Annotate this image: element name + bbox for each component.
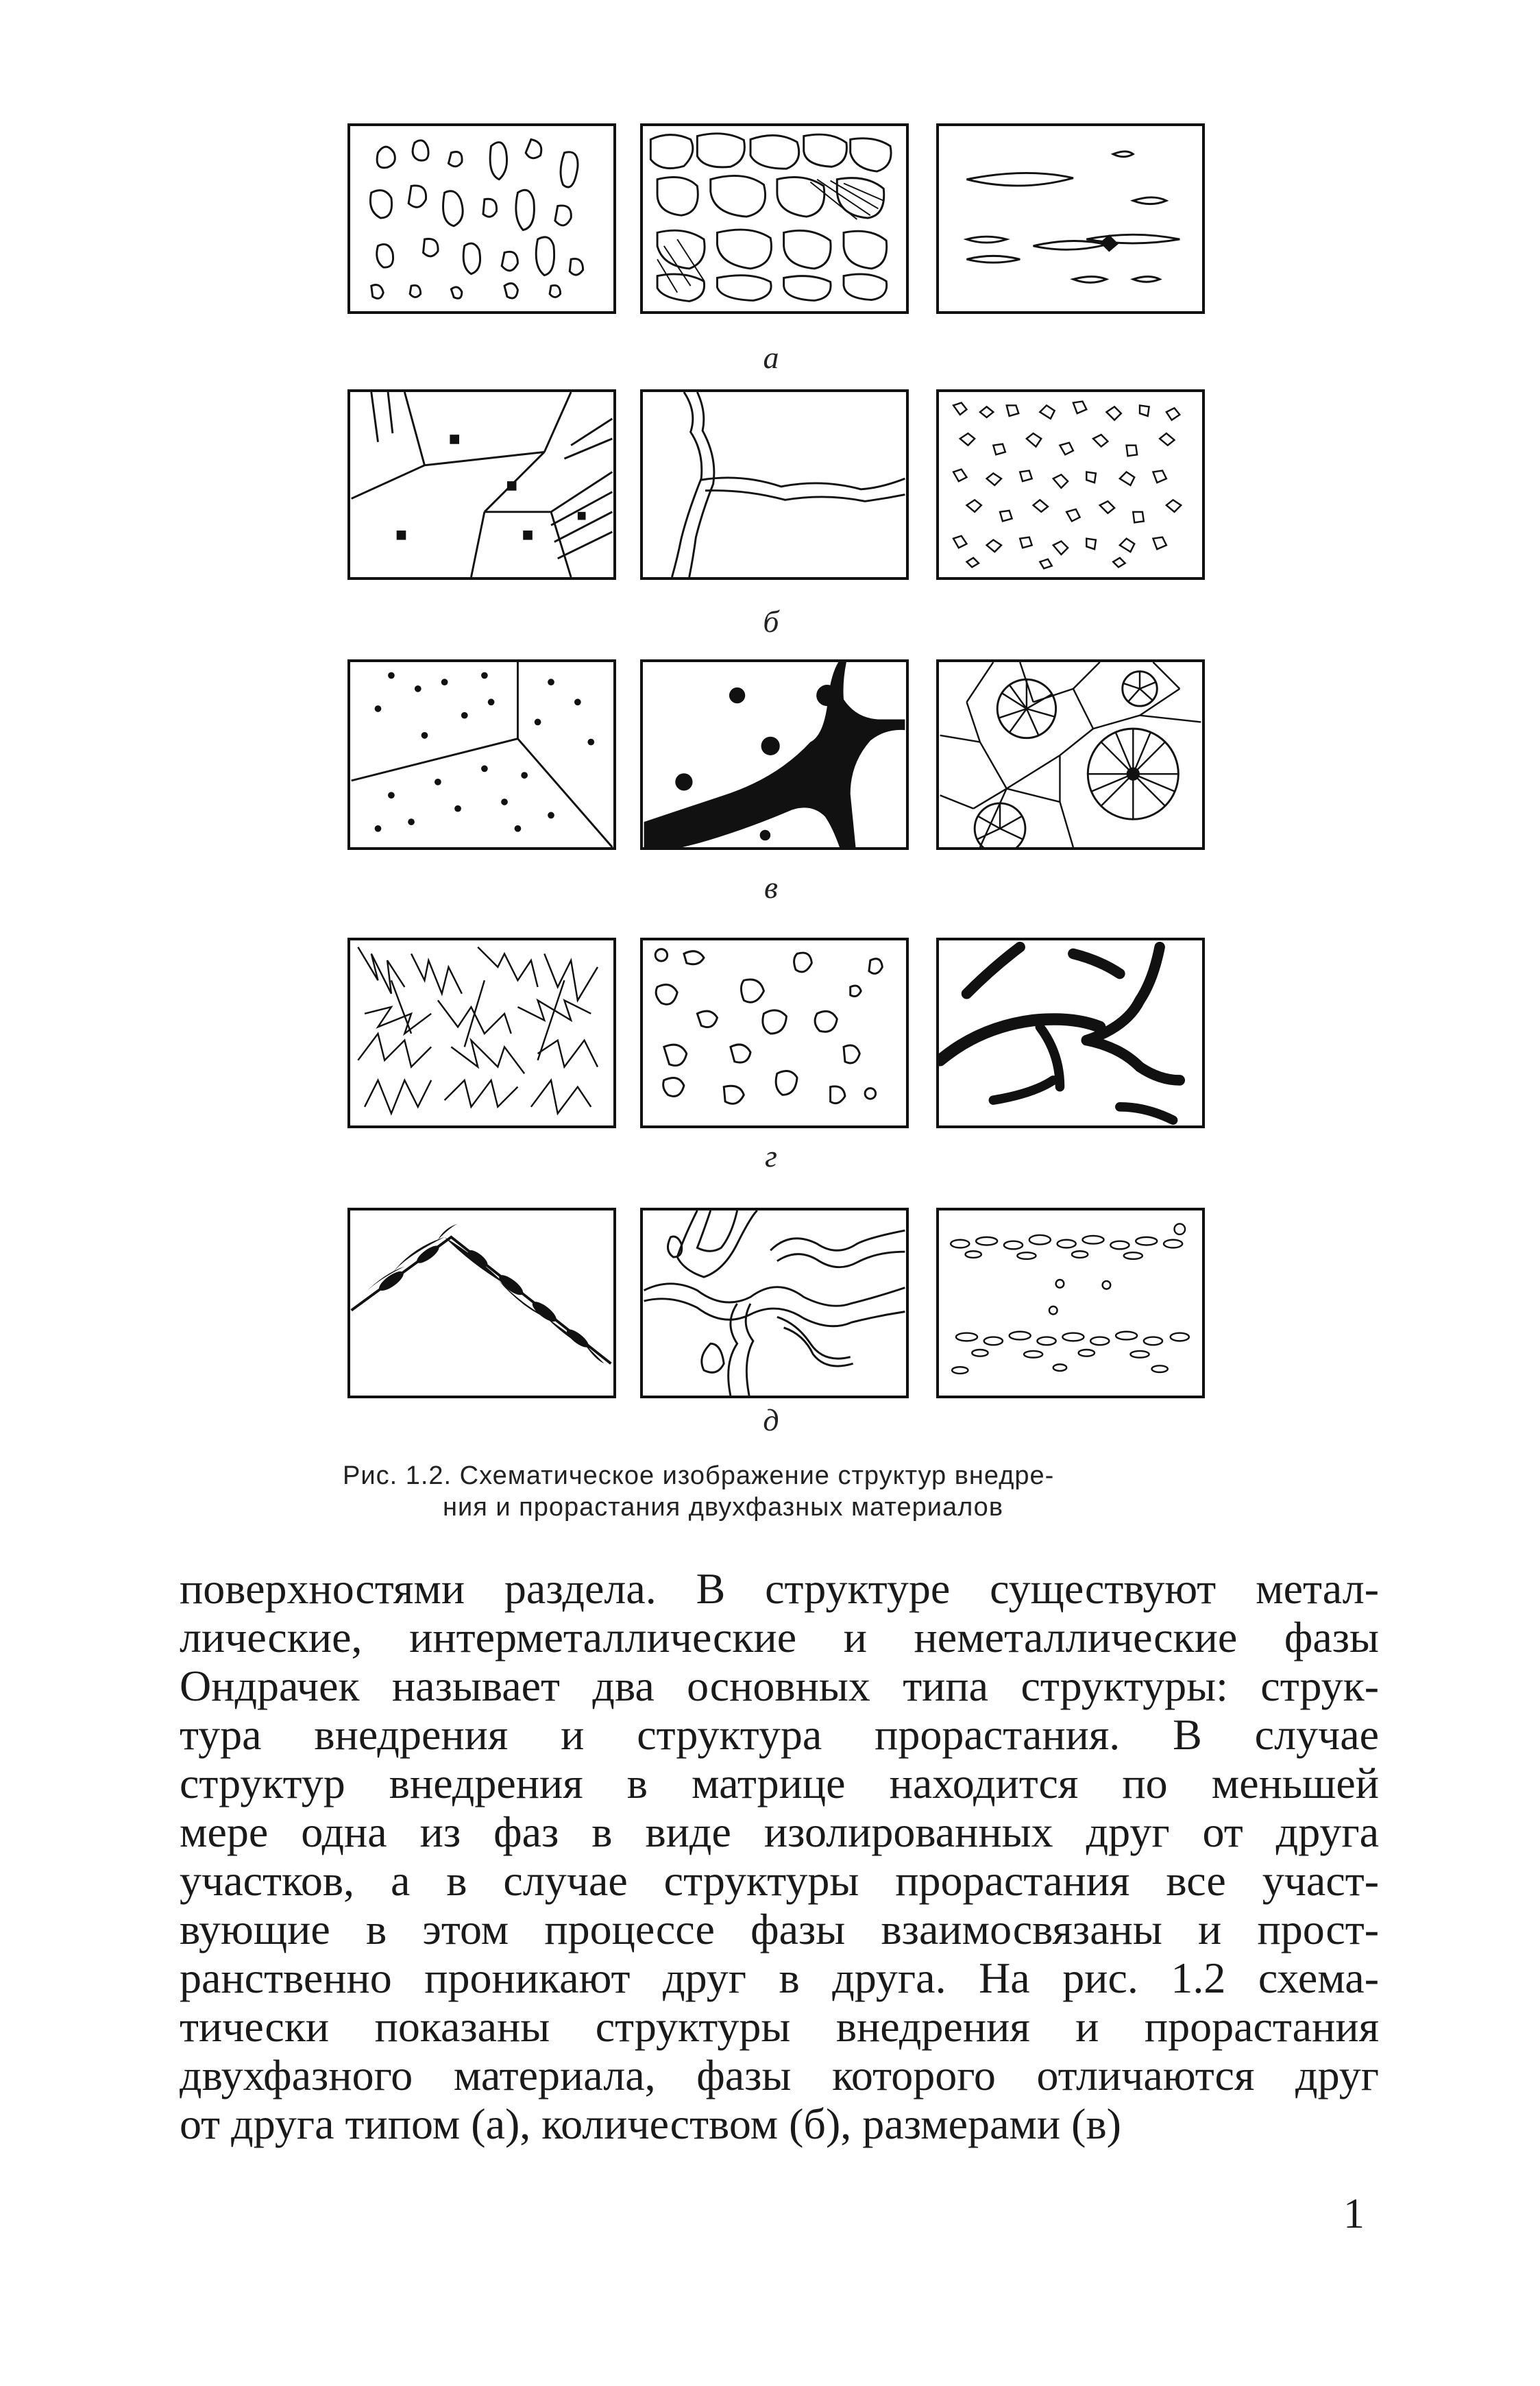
panel-g-2 [640,938,909,1128]
panel-b-3-drawing [939,392,1202,577]
body-line: вующие в этом процессе фазы взаимосвязаны и прост- [180,1905,1379,1953]
panel-v-2 [640,659,909,850]
body-line: структур внедрения в матрице находится по меньшей [180,1759,1379,1807]
panel-d-2-drawing [643,1210,906,1396]
panel-b-3 [936,389,1205,580]
body-line: участков, а в случае структуры прорастания все участ- [180,1856,1379,1905]
panel-v-3 [936,659,1205,850]
panel-v-2-drawing [643,662,906,847]
body-line: поверхностями раздела. В структуре существуют метал- [180,1564,1379,1613]
panel-v-1 [347,659,616,850]
row-label-a: а [763,340,779,375]
body-line: ранственно проникают друг в друга. На рис. 1.2 схема- [180,1953,1379,2002]
panel-a-1 [347,123,616,314]
row-label-g: г [765,1139,777,1173]
body-line: от друга типом (а), количеством (б), размерами (в) [180,2099,1121,2148]
caption-line-1: Рис. 1.2. Схематическое изображение структур внедре- [343,1461,1055,1490]
body-line: тически показаны структуры внедрения и прорастания [180,2002,1379,2051]
body-line: тура внедрения и структура прорастания. В случае [180,1710,1379,1759]
panel-v-1-drawing [350,662,613,847]
panel-d-1-drawing [350,1210,613,1396]
body-paragraph [180,1564,1379,2148]
body-line: двухфазного материала, фазы которого отличаются друг [180,2051,1379,2099]
panel-a-2 [640,123,909,314]
panel-d-1 [347,1208,616,1398]
panel-d-3 [936,1208,1205,1398]
panel-a-3-drawing [939,126,1202,311]
panel-b-1 [347,389,616,580]
panel-b-1-drawing [350,392,613,577]
panel-d-2 [640,1208,909,1398]
body-line: мере одна из фаз в виде изолированных друг от друга [180,1807,1379,1856]
page-number: 1 [1343,2191,1365,2237]
caption-line-2: ния и прорастания двухфазных материалов [443,1493,1003,1522]
panel-d-3-drawing [939,1210,1202,1396]
panel-v-3-drawing [939,662,1202,847]
body-line: лические, интерметаллические и неметаллические фазы [180,1613,1379,1661]
figure-caption [343,1460,1220,1523]
panel-g-2-drawing [643,940,906,1125]
row-label-v: в [764,870,778,905]
body-line: Ондрачек называет два основных типа структуры: струк- [180,1661,1379,1710]
panel-b-2 [640,389,909,580]
panel-g-3-drawing [939,940,1202,1125]
row-label-b: б [763,604,779,639]
panel-a-2-drawing [643,126,906,311]
panel-b-2-drawing [643,392,906,577]
panel-a-1-drawing [350,126,613,311]
panel-a-3 [936,123,1205,314]
panel-g-1-drawing [350,940,613,1125]
panel-g-3 [936,938,1205,1128]
row-label-d: д [763,1402,779,1437]
panel-g-1 [347,938,616,1128]
